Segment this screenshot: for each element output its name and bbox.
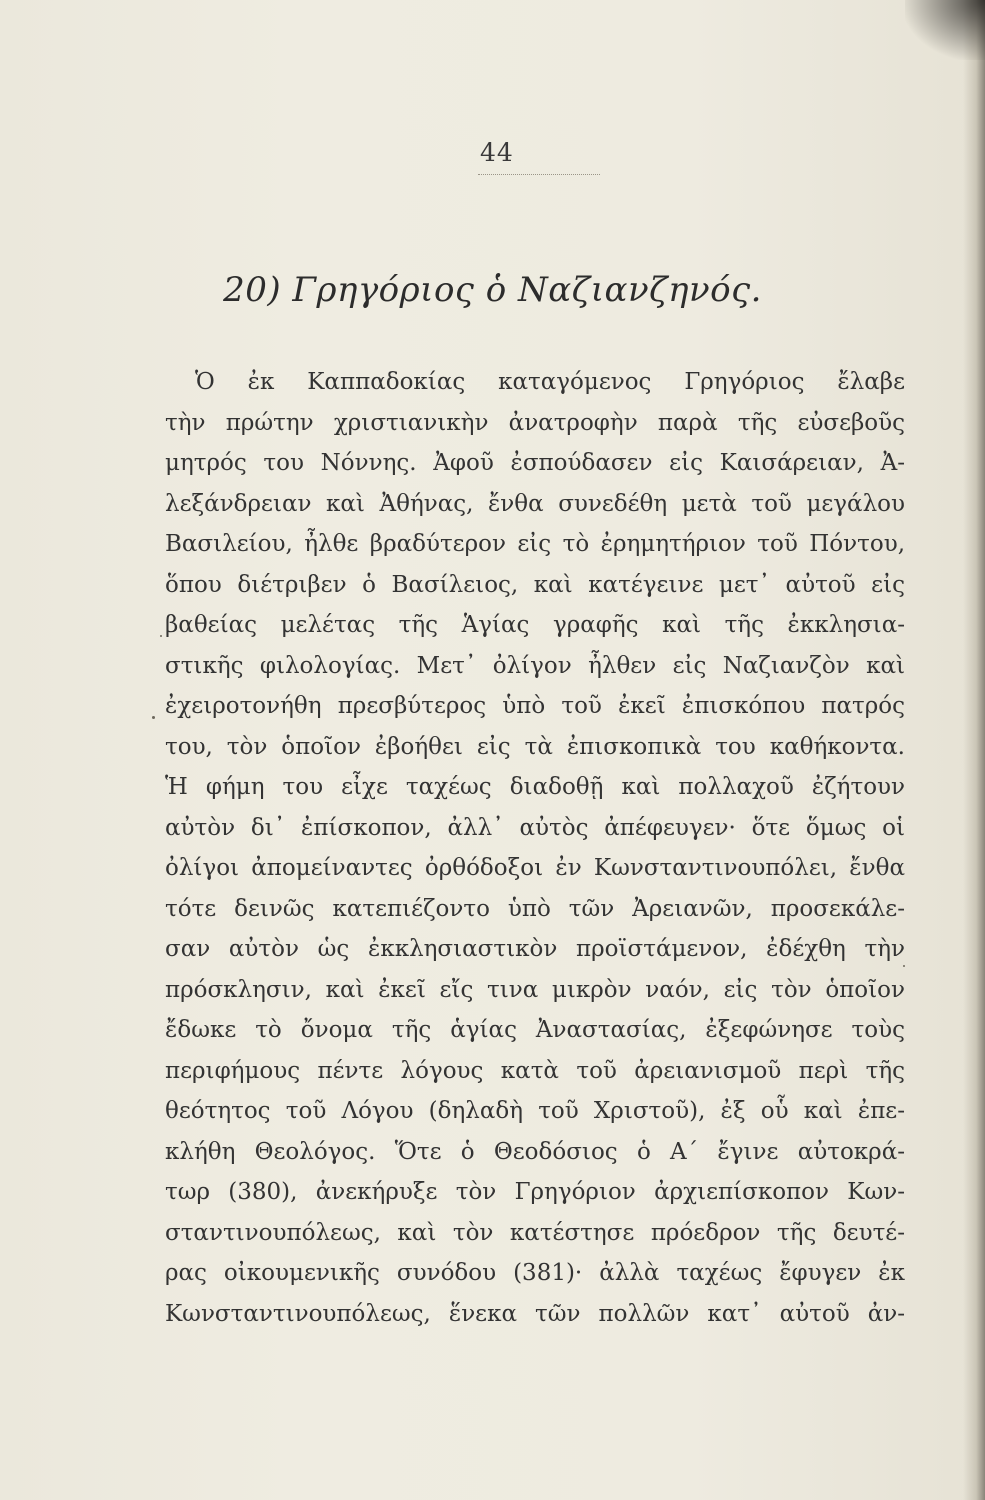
text-line: σαν αὐτὸν ὡς ἐκκλησιαστικὸν προϊστάμενον, ἐδέχθη τὴν xyxy=(165,936,905,962)
paper-speck xyxy=(160,635,162,637)
paper-speck xyxy=(152,716,155,719)
text-line: ὀλίγοι ἀπομείναντες ὀρθόδοξοι ἐν Κωνσταντινουπόλει, ἔνθα xyxy=(165,855,905,881)
text-line: μητρός του Νόννης. Ἀφοῦ ἐσπούδασεν εἰς Καισάρειαν, Ἀ- xyxy=(165,450,905,476)
text-line: σταντινουπόλεως, καὶ τὸν κατέστησε πρόεδρον τῆς δευτέ- xyxy=(165,1219,905,1246)
text-line: ἔδωκε τὸ ὄνομα τῆς ἁγίας Ἀναστασίας, ἐξεφώνησε τοὺς xyxy=(165,1017,905,1043)
text-line: Κωνσταντινουπόλεως, ἕνεκα τῶν πολλῶν κατ᾽ αὐτοῦ ἀν- xyxy=(165,1300,905,1327)
text-line: πρόσκλησιν, καὶ ἐκεῖ εἴς τινα μικρὸν ναόν, εἰς τὸν ὁποῖον xyxy=(165,976,905,1003)
text-line: του, τὸν ὁποῖον ἐβοήθει εἰς τὰ ἐπισκοπικὰ του καθήκοντα. xyxy=(165,733,905,760)
text-line: περιφήμους πέντε λόγους κατὰ τοῦ ἀρειανισμοῦ περὶ τῆς xyxy=(165,1057,905,1084)
text-line: αὐτὸν δι᾽ ἐπίσκοπον, ἀλλ᾽ αὐτὸς ἀπέφευγεν· ὅτε ὅμως οἱ xyxy=(165,814,905,841)
binding-edge-shadow xyxy=(963,0,985,1500)
page-number: 44 xyxy=(480,138,514,167)
text-line: ἐχειροτονήθη πρεσβύτερος ὑπὸ τοῦ ἐκεῖ ἐπισκόπου πατρός xyxy=(165,693,905,719)
page-number-rule xyxy=(478,174,600,175)
text-line: Ἡ φήμη του εἶχε ταχέως διαδοθῇ καὶ πολλαχοῦ ἐζήτουν xyxy=(165,774,905,800)
section-heading: 20) Γρηγόριος ὁ Ναζιανζηνός. xyxy=(223,270,762,310)
text-line: τωρ (380), ἀνεκήρυξε τὸν Γρηγόριον ἀρχιεπίσκοπον Κων- xyxy=(165,1179,905,1205)
body-text xyxy=(165,362,905,1334)
paper-speck xyxy=(903,965,905,967)
text-line: στικῆς φιλολογίας. Μετ᾽ ὀλίγον ἦλθεν εἰς Ναζιανζὸν καὶ xyxy=(165,652,905,679)
text-line: ὅπου διέτριβεν ὁ Βασίλειος, καὶ κατέγεινε μετ᾽ αὐτοῦ εἰς xyxy=(165,571,905,598)
text-line: Βασιλείου, ἦλθε βραδύτερον εἰς τὸ ἐρημητήριον τοῦ Πόντου, xyxy=(165,531,905,557)
text-line: ρας οἰκουμενικῆς συνόδου (381)· ἀλλὰ ταχέως ἔφυγεν ἐκ xyxy=(165,1260,905,1286)
corner-shadow xyxy=(905,0,985,60)
text-line: τὴν πρώτην χριστιανικὴν ἀνατροφὴν παρὰ τῆς εὐσεβοῦς xyxy=(165,409,905,436)
text-line: θεότητος τοῦ Λόγου (δηλαδὴ τοῦ Χριστοῦ), ἐξ οὗ καὶ ἐπε- xyxy=(165,1098,905,1124)
text-line: Ὁ ἐκ Καππαδοκίας καταγόμενος Γρηγόριος ἔλαβε xyxy=(195,369,905,395)
text-line: τότε δεινῶς κατεπιέζοντο ὑπὸ τῶν Ἀρειανῶν, προσεκάλε- xyxy=(165,895,905,922)
text-line: βαθείας μελέτας τῆς Ἁγίας γραφῆς καὶ τῆς ἐκκλησια- xyxy=(165,612,905,638)
text-line: λεξάνδρειαν καὶ Ἀθήνας, ἔνθα συνεδέθη μετὰ τοῦ μεγάλου xyxy=(165,490,905,517)
text-line: κλήθη Θεολόγος. Ὅτε ὁ Θεοδόσιος ὁ Α´ ἔγινε αὐτοκρά- xyxy=(165,1138,905,1165)
